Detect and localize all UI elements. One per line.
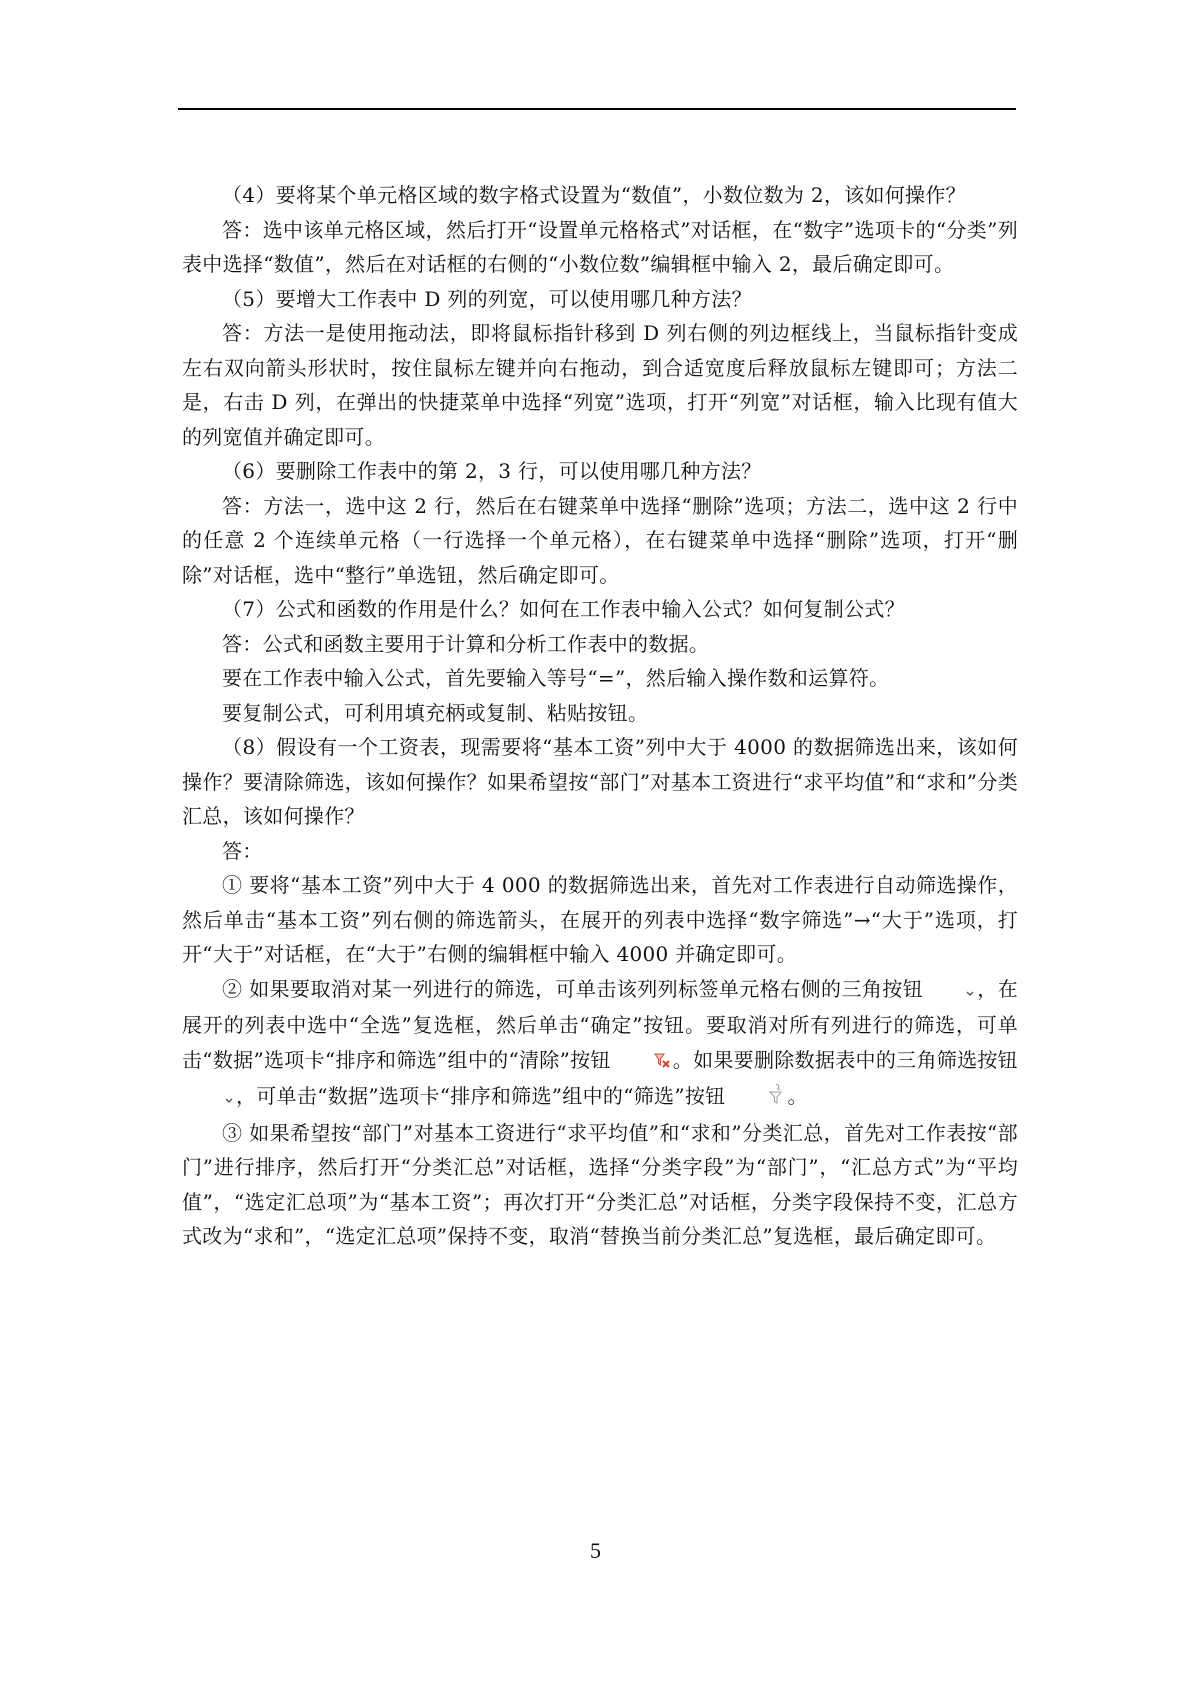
- question-4: （4）要将某个单元格区域的数字格式设置为“数值”，小数位数为 2，该如何操作？: [222, 183, 966, 207]
- answer-8-item-2-part-e: 。: [787, 1084, 808, 1108]
- answer-7-line-3: 要复制公式，可利用填充柄或复制、粘贴按钮。: [222, 700, 649, 725]
- answer-8-item-3: ③ 如果希望按“部门”对基本工资进行“求平均值”和“求和”分类汇总，首先对工作表按“部门”进行排序，然后打开“分类汇总”对话框，选择“分类字段”为“部门”，“汇总方式”为“平均值”，“选定汇总项”为“基本工资”；再次打开“分类汇总”对话框，分类字段保持不变，汇总方式改为“求和”，“选定汇总项”保持不变，取消“替换当前分类汇总”复选框，最后确定即可。: [182, 1120, 1018, 1248]
- answer-8-item-2-part-b: ，在展开的列表中选中“全选”复选框，然后单击“确定”按钮。要取消对所有列进行的筛选，可单击“数据”选项卡“排序和筛选”组中的“清除”按钮: [182, 976, 1019, 1072]
- answer-8-item-2-part-d: ，可单击“数据”选项卡“排序和筛选”组中的“筛选”按钮: [236, 1084, 726, 1108]
- answer-4: 答：选中该单元格区域，然后打开“设置单元格格式”对话框，在“数字”选项卡的“分类”列表中选择“数值”，然后在对话框的右侧的“小数位数”编辑框中输入 2，最后确定即可。: [182, 217, 1018, 276]
- answer-7-line-2: 要在工作表中输入公式，首先要输入等号“=”，然后输入操作数和运算符。: [222, 666, 890, 690]
- answer-6: 答：方法一，选中这 2 行，然后在右键菜单中选择“删除”选项；方法二，选中这 2 行中的任意 2 个连续单元格（一行选择一个单元格），在右键菜单中选择“删除”选项，打开“删除”对话框，选中“整行”单选钮，然后确定即可。: [182, 493, 1018, 587]
- page-number: 5: [590, 1538, 601, 1563]
- question-5: （5）要增大工作表中 D 列的列宽，可以使用哪几种方法？: [222, 286, 752, 311]
- answer-8-item-2-part-a: ② 如果要取消对某一列进行的筛选，可单击该列列标签单元格右侧的三角按钮: [222, 976, 924, 1001]
- header-rule: [178, 108, 1016, 110]
- dropdown-arrow-icon: [925, 974, 975, 1009]
- answer-8-item-2-part-c: 。如果要删除数据表中的三角筛选按钮: [672, 1047, 1018, 1072]
- answer-7-line-1: 答：公式和函数主要用于计算和分析工作表中的数据。: [222, 631, 710, 656]
- answer-5: 答：方法一是使用拖动法，即将鼠标指针移到 D 列右侧的列边框线上，当鼠标指针变成左右双向箭头形状时，按住鼠标左键并向右拖动，到合适宽度后释放鼠标左键即可；方法二是，右击 D 列，在弹出的快捷菜单中选择“列宽”选项，打开“列宽”对话框，输入比现有值大的列宽值并确定即可。: [182, 321, 1018, 449]
- answer-8-item-1: ① 要将“基本工资”列中大于 4 000 的数据筛选出来，首先对工作表进行自动筛选操作，然后单击“基本工资”列右侧的筛选箭头，在展开的列表中选择“数字筛选”→“大于”选项，打开“大于”对话框，在“大于”右侧的编辑框中输入 4000 并确定即可。: [182, 873, 1018, 966]
- filter-icon: [727, 1081, 785, 1116]
- question-6: （6）要删除工作表中的第 2，3 行，可以使用哪几种方法？: [222, 459, 762, 483]
- answer-8-label: 答：: [222, 838, 263, 863]
- question-8: （8）假设有一个工资表，现需要将“基本工资”列中大于 4000 的数据筛选出来，该如何操作？要清除筛选，该如何操作？如果希望按“部门”对基本工资进行“求平均值”和“求和”分类汇总，该如何操作？: [182, 735, 1018, 828]
- document-body: [182, 178, 1018, 1254]
- answer-8-item-2: [182, 972, 1018, 1116]
- dropdown-arrow-icon: [184, 1081, 234, 1116]
- question-7: （7）公式和函数的作用是什么？如何在工作表中输入公式？如何复制公式？: [222, 597, 905, 621]
- clear-filter-icon: [613, 1045, 671, 1080]
